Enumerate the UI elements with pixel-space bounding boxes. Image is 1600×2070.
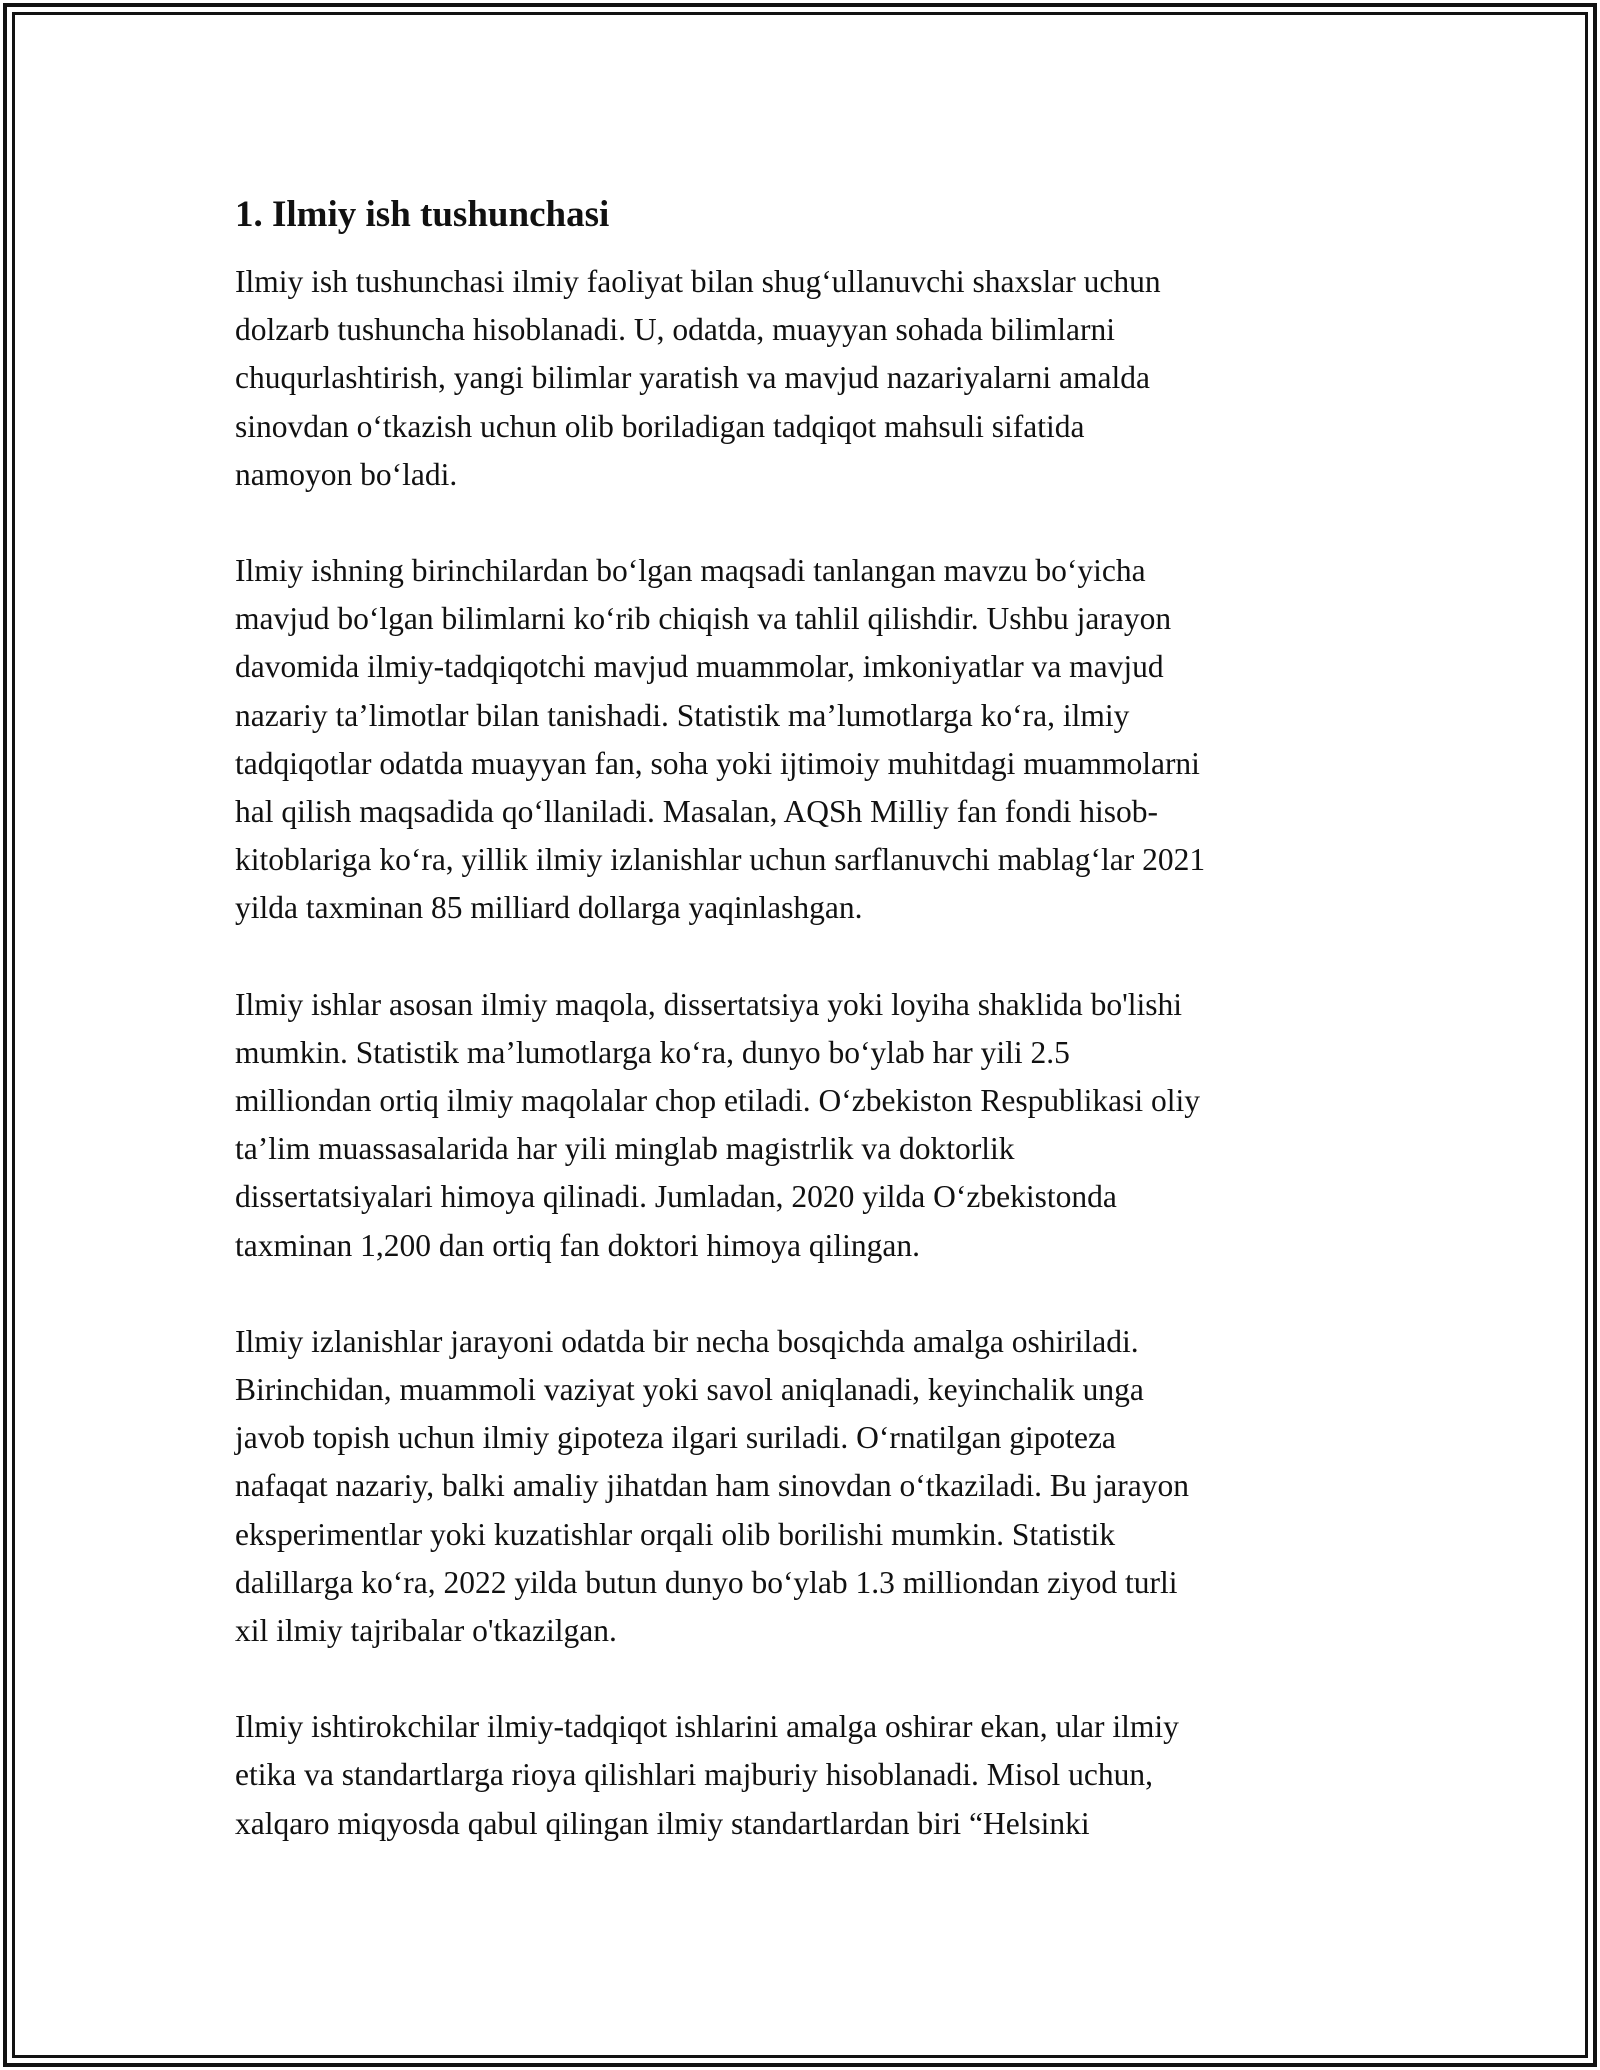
text-line: nafaqat nazariy, balki amaliy jihatdan ham sinovdan o‘tkaziladi. Bu jarayon [235, 1468, 1189, 1504]
paragraph-4 [235, 1318, 1365, 1655]
text-line: dolzarb tushuncha hisoblanadi. U, odatda, muayyan sohada bilimlarni [235, 312, 1116, 348]
text-line: Ilmiy ishlar asosan ilmiy maqola, dissertatsiya yoki loyiha shaklida bo'lishi [235, 986, 1183, 1022]
paragraph-5 [235, 1703, 1365, 1848]
document-body [235, 188, 1365, 1896]
text-line: tadqiqotlar odatda muayyan fan, soha yoki ijtimoiy muhitdagi muammolarni [235, 745, 1200, 781]
text-line: nazariy ta’limotlar bilan tanishadi. Statistik ma’lumotlarga ko‘ra, ilmiy [235, 697, 1130, 733]
text-line: ta’lim muassasalarida har yili minglab magistrlik va doktorlik [235, 1131, 1015, 1167]
text-line: dissertatsiyalari himoya qilinadi. Jumladan, 2020 yilda O‘zbekistonda [235, 1179, 1117, 1215]
text-line: Ilmiy ish tushunchasi ilmiy faoliyat bilan shug‘ullanuvchi shaxslar uchun [235, 264, 1161, 299]
text-line: mumkin. Statistik ma’lumotlarga ko‘ra, dunyo bo‘ylab har yili 2.5 [235, 1034, 1070, 1070]
text-line: sinovdan o‘tkazish uchun olib boriladigan tadqiqot mahsuli sifatida [235, 408, 1085, 444]
text-line: hal qilish maqsadida qo‘llaniladi. Masalan, AQSh Milliy fan fondi hisob- [235, 794, 1159, 830]
text-line: Ilmiy ishtirokchilar ilmiy-tadqiqot ishlarini amalga oshirar ekan, ular ilmiy [235, 1709, 1179, 1745]
text-line: dalillarga ko‘ra, 2022 yilda butun dunyo bo‘ylab 1.3 milliondan ziyod turli [235, 1564, 1178, 1600]
text-line: davomida ilmiy-tadqiqotchi mavjud muammolar, imkoniyatlar va mavjud [235, 649, 1164, 685]
text-line: javob topish uchun ilmiy gipoteza ilgari suriladi. O‘rnatilgan gipoteza [235, 1420, 1116, 1456]
paragraph-2 [235, 547, 1365, 933]
text-line: yilda taxminan 85 milliard dollarga yaqinlashgan. [235, 890, 863, 926]
text-line: xalqaro miqyosda qabul qilingan ilmiy standartlardan biri “Helsinki [235, 1805, 1090, 1841]
paragraph-3 [235, 981, 1365, 1270]
text-line: taxminan 1,200 dan ortiq fan doktori himoya qilingan. [235, 1227, 921, 1263]
section-heading: 1. Ilmiy ish tushunchasi [235, 194, 610, 235]
text-line: Ilmiy izlanishlar jarayoni odatda bir necha bosqichda amalga oshiriladi. [235, 1323, 1139, 1359]
text-line: xil ilmiy tajribalar o'tkazilgan. [235, 1613, 617, 1649]
text-line: chuqurlashtirish, yangi bilimlar yaratish va mavjud nazariyalarni amalda [235, 360, 1150, 396]
text-line: namoyon bo‘ladi. [235, 456, 458, 492]
text-line: eksperimentlar yoki kuzatishlar orqali olib borilishi mumkin. Statistik [235, 1516, 1116, 1552]
text-line: Birinchidan, muammoli vaziyat yoki savol aniqlanadi, keyinchalik unga [235, 1372, 1144, 1408]
text-line: Ilmiy ishning birinchilardan bo‘lgan maqsadi tanlangan mavzu bo‘yicha [235, 553, 1146, 589]
text-line: milliondan ortiq ilmiy maqolalar chop etiladi. O‘zbekiston Respublikasi oliy [235, 1083, 1200, 1119]
text-line: kitoblariga ko‘ra, yillik ilmiy izlanishlar uchun sarflanuvchi mablag‘lar 2021 [235, 842, 1206, 878]
text-line: mavjud bo‘lgan bilimlarni ko‘rib chiqish va tahlil qilishdir. Ushbu jarayon [235, 601, 1172, 637]
text-line: etika va standartlarga rioya qilishlari majburiy hisoblanadi. Misol uchun, [235, 1757, 1153, 1793]
paragraph-1 [235, 258, 1365, 499]
